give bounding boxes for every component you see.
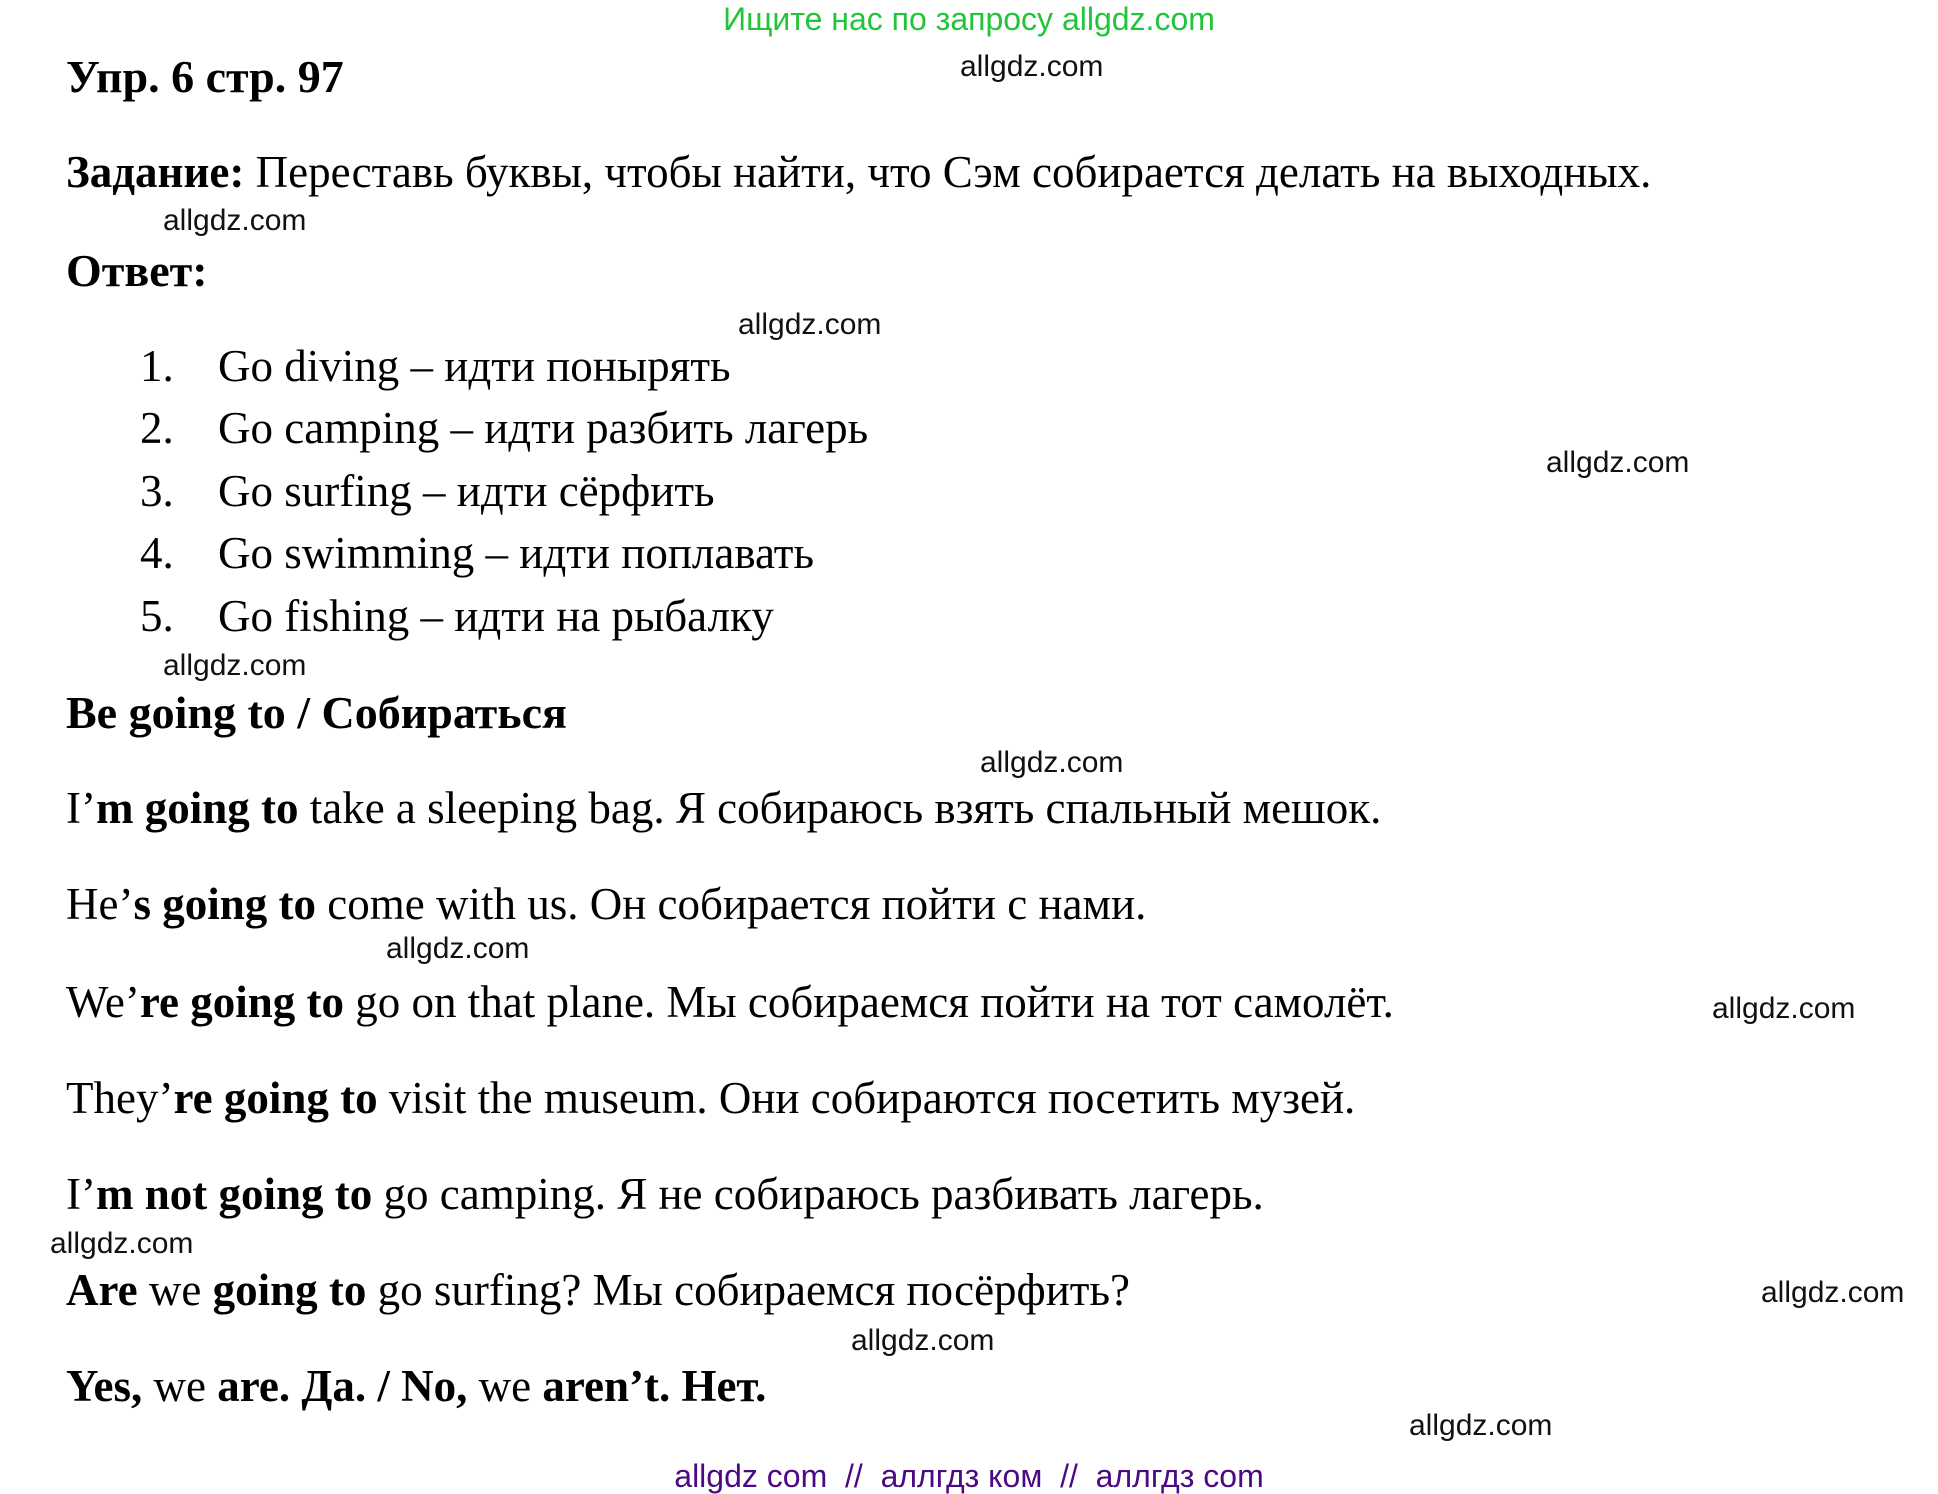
list-item-number: 1.	[140, 341, 174, 391]
list-item-number: 3.	[140, 466, 174, 516]
list-item-number: 2.	[140, 403, 174, 453]
watermark: allgdz.com	[960, 50, 1104, 83]
list-item: Go swimming – идти поплавать	[218, 528, 814, 578]
list-item: Go camping – идти разбить лагерь	[218, 403, 869, 453]
watermark: allgdz.com	[50, 1227, 194, 1260]
example-sentence	[66, 1361, 767, 1411]
example-sentence	[66, 1169, 1264, 1219]
watermark: allgdz.com	[163, 649, 307, 682]
sentence-part: I’	[66, 783, 96, 833]
sentence-part: I’	[66, 1169, 96, 1219]
sentence-part: come with us. Он собирается пойти с нами.	[316, 879, 1147, 929]
sentence-part: we	[142, 1361, 218, 1411]
list-item: Go fishing – идти на рыбалку	[218, 591, 774, 641]
task-label: Задание:	[66, 147, 245, 197]
example-sentence	[66, 783, 1382, 833]
sentence-part-bold: re going to	[173, 1073, 378, 1123]
sentence-part-bold: are. Да. / No,	[217, 1361, 468, 1411]
watermark: allgdz.com	[980, 746, 1124, 779]
sentence-part-bold: re going to	[139, 977, 344, 1027]
sentence-part-bold: Yes,	[66, 1361, 143, 1411]
sentence-part-bold: m not going to	[95, 1169, 373, 1219]
watermark: allgdz.com	[1409, 1409, 1553, 1442]
watermark: allgdz.com	[163, 204, 307, 237]
task-line	[66, 147, 1652, 197]
sentence-part: go surfing? Мы собираемся посёрфить?	[366, 1265, 1130, 1315]
watermark: allgdz.com	[1761, 1276, 1905, 1309]
watermark: allgdz.com	[851, 1324, 995, 1357]
search-banner: Ищите нас по запросу allgdz.com	[723, 1, 1215, 37]
sentence-part: He’	[66, 879, 134, 929]
example-sentence	[66, 1265, 1130, 1315]
sentence-part: visit the museum. Они собираются посетить музей.	[377, 1073, 1356, 1123]
example-sentence	[66, 1073, 1356, 1123]
sentence-part: we	[467, 1361, 543, 1411]
sentence-part: take a sleeping bag. Я собираюсь взять спальный мешок.	[298, 783, 1382, 833]
example-sentence	[66, 977, 1394, 1027]
list-item: Go diving – идти понырять	[218, 341, 731, 391]
page-title: Упр. 6 стр. 97	[66, 51, 344, 102]
watermark: allgdz.com	[386, 932, 530, 965]
answer-label: Ответ:	[66, 245, 208, 296]
sentence-part: They’	[66, 1073, 174, 1123]
sentence-part: We’	[66, 977, 140, 1027]
sentence-part-bold: m going to	[95, 783, 299, 833]
watermark: allgdz.com	[1546, 446, 1690, 479]
sentence-part-bold: s going to	[133, 879, 316, 929]
list-item-number: 5.	[140, 591, 174, 641]
sentence-part: go on that plane. Мы собираемся пойти на тот самолёт.	[343, 977, 1394, 1027]
sentence-part: go camping. Я не собираюсь разбивать лагерь.	[372, 1169, 1264, 1219]
list-item-number: 4.	[140, 528, 174, 578]
example-sentence	[66, 879, 1147, 929]
sentence-part-bold: aren’t. Нет.	[542, 1361, 767, 1411]
list-item: Go surfing – идти сёрфить	[218, 466, 715, 516]
watermark: allgdz.com	[738, 308, 882, 341]
watermark: allgdz.com	[1712, 992, 1856, 1025]
sentence-part-bold: Are	[66, 1265, 138, 1315]
sentence-part-bold: going to	[212, 1265, 367, 1315]
footer-watermark: allgdz com // аллгдз ком // аллгдз com	[674, 1458, 1264, 1494]
sentence-part: we	[137, 1265, 213, 1315]
grammar-title: Be going to / Собираться	[66, 687, 567, 738]
task-text: Переставь буквы, чтобы найти, что Сэм собирается делать на выходных.	[244, 147, 1652, 197]
